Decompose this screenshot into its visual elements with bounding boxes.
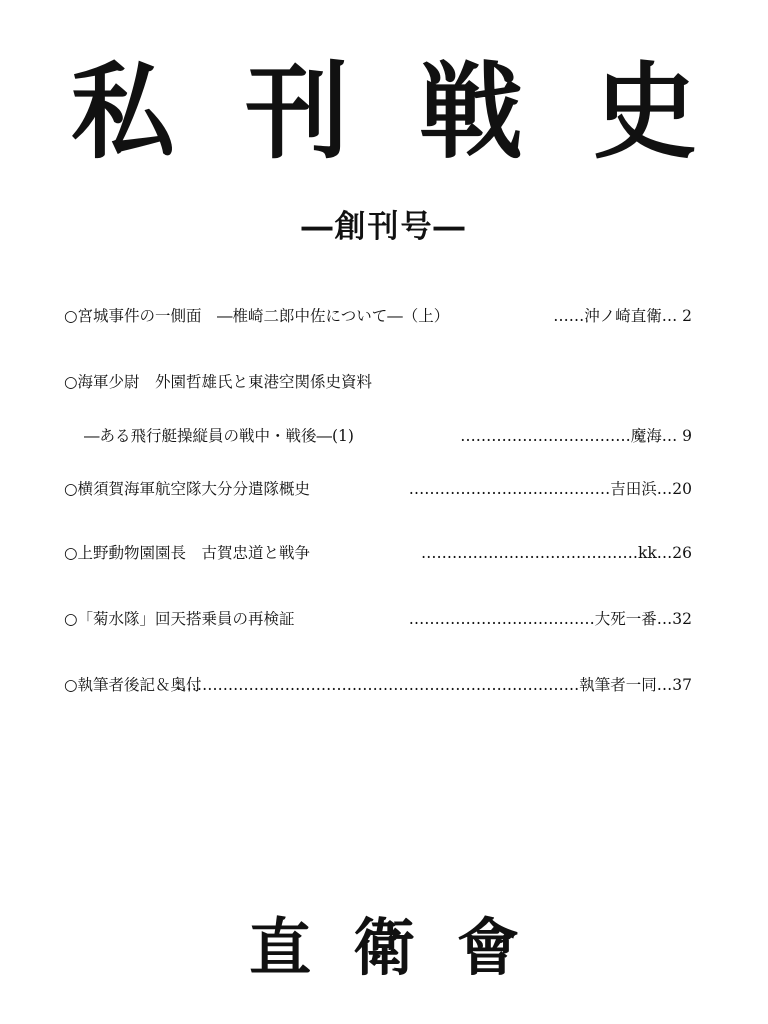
title-char-1: 私 xyxy=(70,51,175,173)
toc-entry-author-page: ………………………………大死一番…32 xyxy=(408,610,692,628)
title-char-4: 史 xyxy=(592,51,697,173)
toc-entry-author-page: ……沖ノ崎直衛… 2 xyxy=(553,307,692,325)
title-char-2: 刊 xyxy=(244,51,349,173)
publisher-char-2: 衛 xyxy=(352,911,415,984)
toc-entry-author-page: …………………………………吉田浜…20 xyxy=(408,480,692,498)
toc-entry-title: ○宮城事件の一側面 ―椎崎二郎中佐について―（上） xyxy=(64,307,450,325)
toc-entry-kikusui-kaiten xyxy=(64,607,692,631)
toc-entry-title: ○横須賀海軍航空隊大分分遣隊概史 xyxy=(64,480,311,498)
toc-entry-miyagi-incident xyxy=(64,304,692,328)
toc-entry-title: ○「菊水隊」回天搭乗員の再検証 xyxy=(64,610,295,628)
toc-entry-title: ―ある飛行艇操縦員の戦中・戦後―(1) xyxy=(84,427,354,445)
publisher-name xyxy=(0,908,768,988)
toc-entry-title: ○上野動物園園長 古賀忠道と戦争 xyxy=(64,544,311,562)
issue-subtitle: ―創刊号― xyxy=(301,209,467,245)
toc-entry-author-page: ……………………………魔海… 9 xyxy=(460,427,692,445)
toc-entry-author-page: ……………………………………kk…26 xyxy=(420,544,692,562)
toc-entry-hokoura-heading xyxy=(64,370,692,394)
toc-entry-title: ○執筆者後記＆奥付 xyxy=(64,676,202,694)
toc-entry-author-page: ……………………………………………………………………執筆者一同…37 xyxy=(176,676,692,694)
toc-entry-ueno-zoo xyxy=(64,541,692,565)
toc-entry-title: ○海軍少尉 外園哲雄氏と東港空関係史資料 xyxy=(64,373,373,391)
toc-entry-hokoura-subtitle xyxy=(64,424,692,448)
publisher-char-3: 會 xyxy=(456,911,519,984)
journal-title xyxy=(0,52,768,172)
toc-entry-yokosuka-oita xyxy=(64,477,692,501)
publisher-char-1: 直 xyxy=(248,911,311,984)
toc-entry-afterword xyxy=(64,673,692,697)
title-char-3: 戦 xyxy=(418,51,523,173)
